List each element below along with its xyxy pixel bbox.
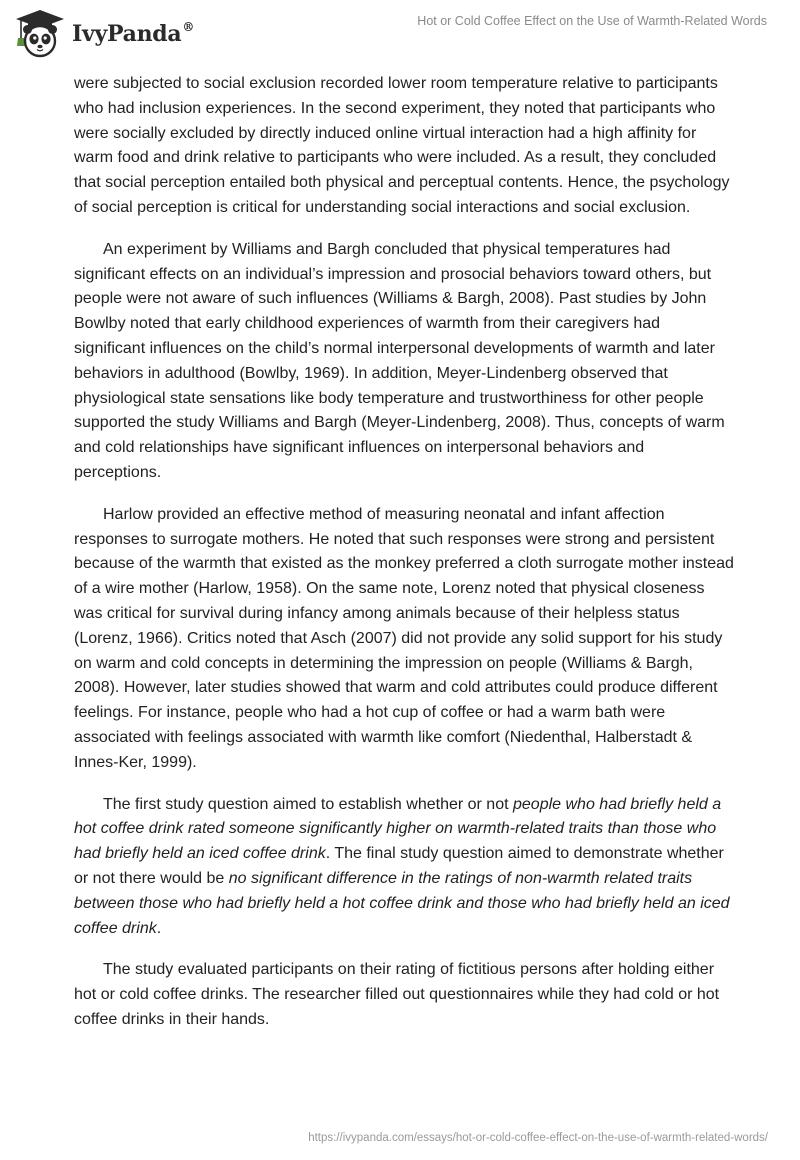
essay-body [74,72,734,1050]
paragraph-2: An experiment by Williams and Bargh concluded that physical temperatures had significant effects on an individual’s impression and prosocial behaviors toward others, but people were not aware of such influences (Williams & Bargh, 2008). Past studies by John Bowlby noted that early childhood experiences of warmth from their caregivers had significant influences on the child’s normal interpersonal developments of warmth and later behaviors in adulthood (Bowlby, 1969). In addition, Meyer-Lindenberg observed that physiological state sensations like body temperature and trustworthiness for other people supported the study Williams and Bargh (Meyer-Lindenberg, 2008). Thus, concepts of warm and cold relationships have significant influences on interpersonal behaviors and perceptions. [74,240,725,481]
brand-name: IvyPanda® [72,19,195,47]
ivypanda-logo[interactable] [14,8,194,58]
study-question-2: no significant difference in the ratings of non-warmth related traits between those who had briefly held a hot coffee drink and those who had briefly held an iced coffee drink [74,869,730,937]
paragraph-4 [74,793,734,942]
paragraph-3: Harlow provided an effective method of measuring neonatal and infant affection responses to surrogate mothers. He noted that such responses were strong and persistent because of the warmth that existed as the monkey preferred a cloth surrogate mother instead of a wire mother (Harlow, 1958). On the same note, Lorenz noted that physical closeness was critical for survival during infancy among animals because of their helpless status (Lorenz, 1966). Critics noted that Asch (2007) did not provide any solid support for his study on warm and cold concepts in determining the impression on people (Williams & Bargh, 2008). However, later studies showed that warm and cold attributes could produce different feelings. For instance, people who had a hot cup of coffee or had a warm bath were associated with feelings associated with warmth like comfort (Niedenthal, Halberstadt & Innes-Ker, 1999). [74,505,734,771]
paragraph-4-text-c: . [156,919,162,937]
paragraph-5: The study evaluated participants on their rating of fictitious persons after holding either hot or cold coffee drinks. The researcher filled out questionnaires while they had cold or hot coffee drinks in their hands. [74,961,720,1028]
paragraph-4-text-b: . The final study question aimed to demonstrate whether or not there would be [74,845,724,887]
panda-graduate-icon [14,8,66,58]
document-title: Hot or Cold Coffee Effect on the Use of Warmth-Related Words [417,14,767,28]
source-url[interactable]: https://ivypanda.com/essays/hot-or-cold-coffee-effect-on-the-use-of-warmth-related-words/ [308,1132,768,1144]
page-header [0,0,800,70]
paragraph-1: were subjected to social exclusion recorded lower room temperature relative to participants who had inclusion experiences. In the second experiment, they noted that participants who were socially excluded by directly induced online virtual interaction had a high affinity for warm food and drink relative to participants who were included. As a result, they concluded that social perception entailed both physical and perceptual contents. Hence, the psychology of social perception is critical for understanding social interactions and social exclusion. [74,75,730,216]
paragraph-4-text-a: The first study question aimed to establish whether or not [103,795,513,813]
study-question-1: people who had briefly held a hot coffee drink rated someone significantly higher on warmth-related traits than those who had briefly held an iced coffee drink [74,795,722,863]
